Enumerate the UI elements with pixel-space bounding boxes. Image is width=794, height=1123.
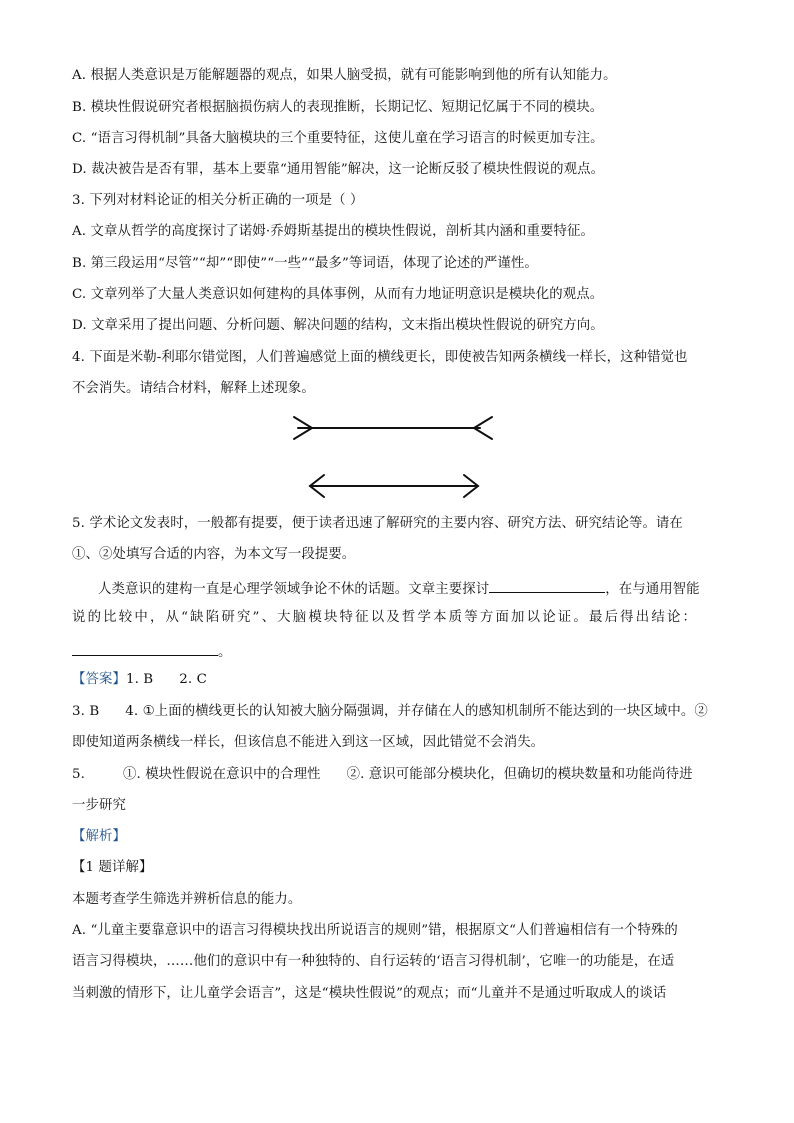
detail-1-heading: 【1 题详解】 <box>72 860 153 875</box>
option-b: B. 模块性假说研究者根据脑损伤病人的表现推断，长期记忆、短期记忆属于不同的模块。 <box>72 100 604 115</box>
option-d: D. 裁决被告是否有罪，基本上要靠“通用智能”解决，这一论断反驳了模块性假说的观点。 <box>72 162 605 177</box>
answer-5-line2: 一步研究 <box>72 798 126 813</box>
analysis-label: 【解析】 <box>72 829 126 844</box>
option-a: A. 根据人类意识是万能解题器的观点，如果人脑受损，就有可能影响到他的所有认知能力。 <box>72 68 617 83</box>
blank-1[interactable] <box>489 577 605 593</box>
answer-5-item2: ②. 意识可能部分模块化，但确切的模块数量和功能尚待进 <box>346 767 693 782</box>
answer-5-item1: ①. 模块性假说在意识中的合理性 <box>122 767 321 782</box>
blank-2[interactable] <box>72 640 218 656</box>
q3-option-a: A. 文章从哲学的高度探讨了诺姆·乔姆斯基提出的模块性假说，剖析其内涵和重要特征。 <box>72 224 594 239</box>
q3-option-c: C. 文章列举了大量人类意识如何建构的具体事例，从而有力地证明意识是模块化的观点。 <box>72 287 604 302</box>
abstract-line1 <box>98 577 732 600</box>
question-3: 3. 下列对材料论证的相关分析正确的一项是（ ） <box>72 193 364 208</box>
question-4-line1: 4. 下面是米勒-利耶尔错觉图，人们普遍感觉上面的横线更长，即使被告知两条横线一样长，这种错觉也 <box>72 350 688 365</box>
explanation-a-line3: 当刺激的情形下，让儿童学会语言”，这是“模块性假说”的观点；而“儿童并不是通过听取成人的谈话 <box>72 986 667 1001</box>
muller-lyer-illusion-figure <box>280 410 500 510</box>
question-5-line2: ①、②处填写合适的内容，为本文写一段提要。 <box>72 547 356 562</box>
answer-1: 1. B <box>125 672 154 687</box>
answer-5-number: 5. <box>72 767 85 782</box>
question-5-line1: 5. 学术论文发表时，一般都有提要，便于读者迅速了解研究的主要内容、研究方法、研究结论等。请在 <box>72 516 683 531</box>
answer-label: 【答案】 <box>72 672 126 687</box>
answer-2: 2. C <box>179 672 207 687</box>
abstract-line3 <box>72 640 732 663</box>
option-c: C. “语言习得机制”具备大脑模块的三个重要特征，这使儿童在学习语言的时候更加专注。 <box>72 131 604 146</box>
answer-line2 <box>72 702 732 722</box>
abstract-line2: 说的比较中，从“缺陷研究”、大脑模块特征以及哲学本质等方面加以论证。最后得出结论： <box>72 610 699 625</box>
answer-4-line1: 4. ①上面的横线更长的认知被大脑分隔强调，并存储在人的感知机制所不能达到的一块区域中。② <box>125 704 708 719</box>
q3-option-d: D. 文章采用了提出问题、分析问题、解决问题的结构，文末指出模块性假说的研究方向。 <box>72 318 604 333</box>
answer-3: 3. B <box>72 704 100 719</box>
exam-description: 本题考查学生筛选并辨析信息的能力。 <box>72 892 302 907</box>
abstract-text-2: ，在与通用智能 <box>605 582 700 597</box>
explanation-a-line1: A. “儿童主要靠意识中的语言习得模块找出所说语言的规则”错，根据原文“人们普遍相信有一个特殊的 <box>72 923 678 938</box>
answer-line1 <box>72 670 732 690</box>
answer-4-line2: 即使知道两条横线一样长，但该信息不能进入到这一区域，因此错觉不会消失。 <box>72 735 545 750</box>
abstract-end: 。 <box>218 645 232 660</box>
explanation-a-line2: 语言习得模块，……他们的意识中有一种独特的、自行运转的‘语言习得机制’，它唯一的功能是，在适 <box>72 954 675 969</box>
question-4-line2: 不会消失。请结合材料，解释上述现象。 <box>72 381 315 396</box>
abstract-text-1: 人类意识的建构一直是心理学领域争论不休的话题。文章主要探讨 <box>98 582 490 597</box>
answer-5-line1 <box>72 765 732 785</box>
q3-option-b: B. 第三段运用“尽管”“却”“即使”“一些”“最多”等词语，体现了论述的严谨性。 <box>72 256 538 271</box>
